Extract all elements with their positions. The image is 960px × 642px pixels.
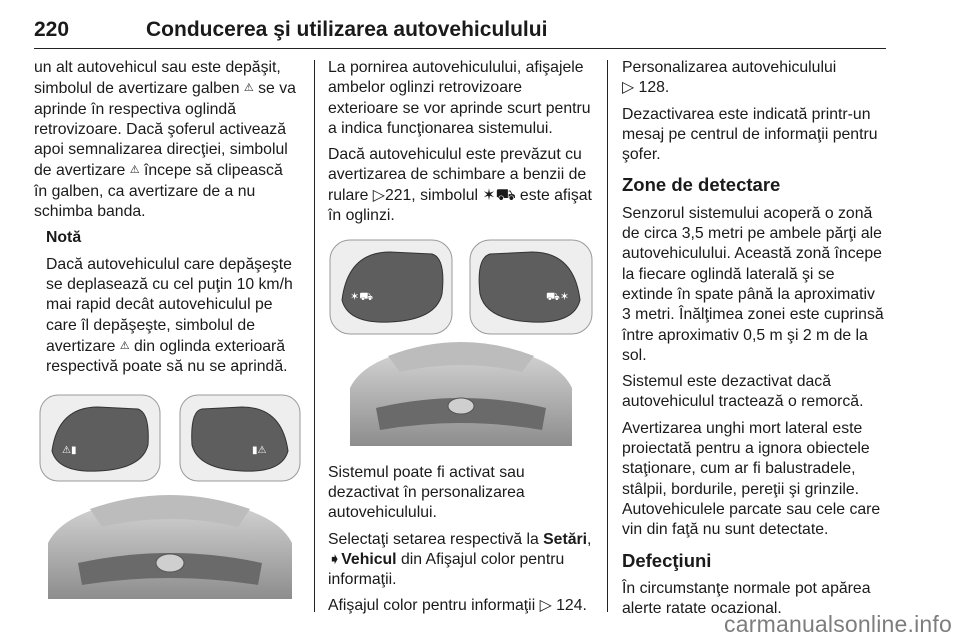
page-header bbox=[34, 8, 886, 49]
paragraph-blind-spot-warning: un alt autovehicul sau este depăşit, simbolul de avertizare galben ⚠ se va aprinde în respectiva oglindă retrovizoare. Dacă şoferul activează apoi semnalizarea direcţiei, simbolul de avertizare ⚠ începe să clipească în galben, ca avertizare de a nu schimba banda. bbox=[34, 59, 296, 221]
heading-detection-zones: Zone de detectare bbox=[622, 174, 781, 196]
side-blind-spot-warning-icon: ⚠ bbox=[243, 82, 254, 95]
menu-arrow-icon: ➧ bbox=[328, 550, 342, 568]
side-blind-spot-warning-icon: ⚠ bbox=[119, 339, 130, 352]
mirror-lane-symbol-right: ⛟✶ bbox=[546, 290, 570, 304]
paragraph-color-display: Afişajul color pentru informaţii ▷ 124. bbox=[328, 597, 587, 615]
mirror-warning-symbol-right: ▮⚠ bbox=[252, 445, 267, 457]
reference-arrow-icon: ▷ bbox=[622, 79, 635, 97]
paragraph-activation: Sistemul poate fi activat sau dezactivat în personalizarea autovehiculului. bbox=[328, 463, 525, 522]
watermark: carmanualsonline.info bbox=[724, 611, 952, 637]
paragraph-startup: La pornirea autovehiculului, afişajele ambelor oglinzi retrovizoare exterioare se vor aprinde scurt pentru a indica funcţionarea sistemului. bbox=[328, 59, 591, 137]
menu-settings-label: Setări bbox=[543, 530, 588, 548]
paragraph-detection-zones: Senzorul sistemului acoperă o zonă de circa 3,5 metri pe ambele părţi ale autovehiculului. Această zonă începe la fiecare oglindă laterală şi se extinde în spate până la aproximativ 3 metri. Înălţimea zonei este cuprinsă între aproximativ 0,5 m şi 2 m de la sol. bbox=[622, 204, 884, 364]
mirror-lane-symbol-left: ✶⛟ bbox=[350, 290, 374, 304]
column-divider-right bbox=[607, 60, 608, 612]
paragraph-faults: În circumstanţe normale pot apărea alerte ratate ocazional. bbox=[622, 579, 871, 618]
heading-faults: Defecţiuni bbox=[622, 549, 712, 571]
side-blind-spot-warning-icon: ⚠ bbox=[129, 164, 140, 177]
mirror-warning-symbol-left: ⚠▮ bbox=[62, 445, 77, 457]
note-box bbox=[46, 228, 302, 377]
chapter-title: Conducerea şi utilizarea autovehiculului bbox=[146, 18, 548, 41]
reference-arrow-icon: ▷ bbox=[372, 186, 385, 204]
paragraph-settings: Selectaţi setarea respectivă la Setări, ➧Vehicul din Afişajul color pentru informaţii. bbox=[328, 530, 592, 589]
page-number: 220 bbox=[34, 18, 70, 41]
note-title: Notă bbox=[46, 229, 82, 247]
column-3 bbox=[622, 58, 890, 625]
menu-vehicle-label: Vehicul bbox=[341, 550, 397, 568]
mirror-illustration-2 bbox=[328, 238, 594, 446]
paragraph-trailer: Sistemul este dezactivat dacă autovehiculul tractează o remorcă. bbox=[622, 373, 864, 411]
paragraph-personalization: Personalizarea autovehiculului ▷ 128. bbox=[622, 59, 837, 97]
note-text: Dacă autovehiculul care depăşeşte se deplasează cu cel puţin 10 km/h mai rapid decât autovehiculul pe care îl depăşeşte, simbolul de avertizare ⚠ din oglinda exterioară respectivă poate să nu se aprindă. bbox=[46, 255, 293, 376]
lane-change-warning-icon: ✶⛟ bbox=[482, 186, 516, 204]
column-1 bbox=[34, 58, 302, 606]
paragraph-lane-change: Dacă autovehiculul este prevăzut cu avertizarea de schimbare a benzii de rulare ▷221, simbolul ✶⛟ este afişat în oglinzi. bbox=[328, 146, 592, 225]
paragraph-deactivation: Dezactivarea este indicată printr-un mesaj pe centrul de informaţii pentru şofer. bbox=[622, 105, 878, 164]
paragraph-stationary-objects: Avertizarea unghi mort lateral este proiectată pentru a ignora obiectele staţionare, cum ar fi balustradele, stâlpii, bordurile, pereţii şi grinzile. Autovehiculele parcate sau cele care vin din faţă nu sunt detectate. bbox=[622, 419, 881, 539]
column-2 bbox=[328, 58, 594, 623]
mirror-illustration-1 bbox=[38, 393, 302, 599]
reference-arrow-icon: ▷ bbox=[539, 597, 552, 615]
column-divider-left bbox=[314, 60, 315, 612]
